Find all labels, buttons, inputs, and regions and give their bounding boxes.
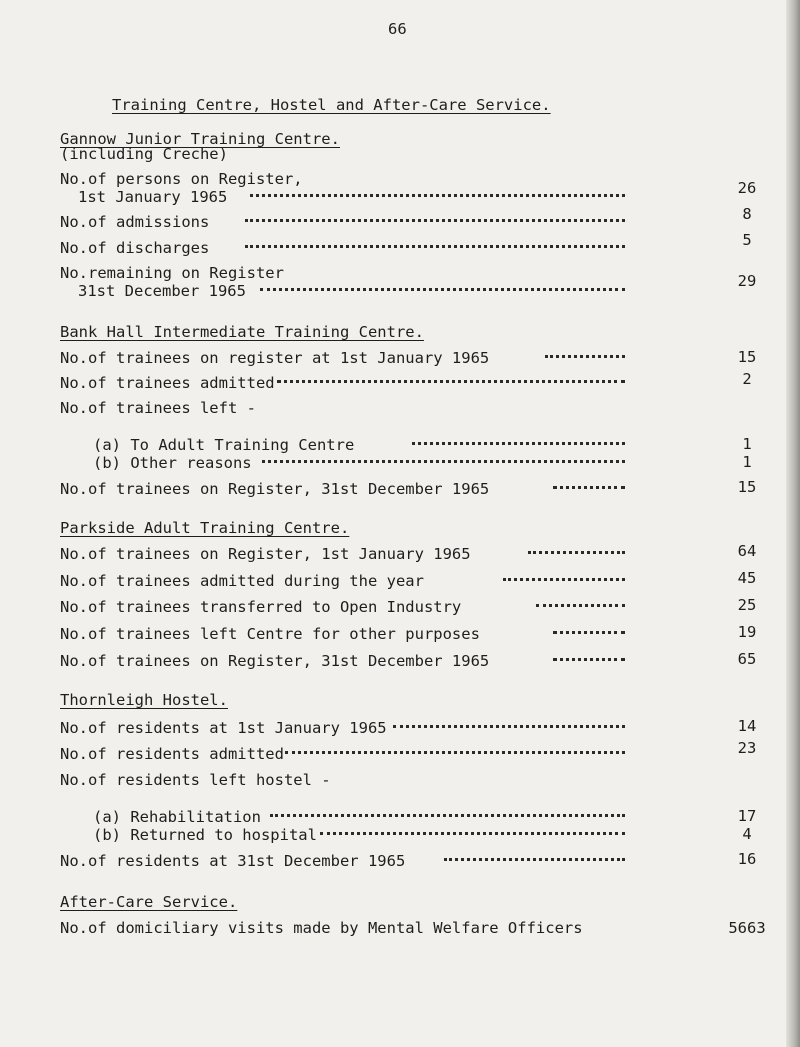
leader-dots — [270, 814, 625, 817]
leader-dots — [393, 725, 625, 728]
gannow-admissions-value: 8 — [742, 205, 752, 223]
thornleigh-end-label: No.of residents at 31st December 1965 — [60, 852, 406, 870]
leader-dots — [285, 751, 625, 754]
page-edge-shadow — [786, 0, 800, 1047]
parkside-open-industry-label: No.of trainees transferred to Open Industry — [60, 598, 462, 616]
parkside-register-start-value: 64 — [737, 542, 757, 560]
leader-dots — [545, 355, 625, 358]
thornleigh-start-value: 14 — [737, 717, 757, 735]
gannow-heading: Gannow Junior Training Centre. — [60, 130, 340, 148]
parkside-admitted-value: 45 — [737, 569, 757, 587]
thornleigh-hospital-label: (b) Returned to hospital — [93, 826, 317, 844]
parkside-other-purposes-value: 19 — [737, 623, 757, 641]
after-care-visits-value: 5663 — [728, 919, 766, 937]
leader-dots — [260, 288, 625, 291]
bank-hall-admitted-value: 2 — [742, 370, 752, 388]
bank-hall-register-end-label: No.of trainees on Register, 31st December 1965 — [60, 480, 490, 498]
leader-dots — [503, 578, 625, 581]
leader-dots — [536, 604, 625, 607]
parkside-open-industry-value: 25 — [737, 596, 757, 614]
gannow-admissions-label: No.of admissions — [60, 213, 210, 231]
thornleigh-heading: Thornleigh Hostel. — [60, 691, 228, 709]
thornleigh-admitted-label: No.of residents admitted — [60, 745, 284, 763]
after-care-visits-label: No.of domiciliary visits made by Mental Welfare Officers — [60, 919, 583, 937]
parkside-heading: Parkside Adult Training Centre. — [60, 519, 350, 537]
parkside-other-purposes-label: No.of trainees left Centre for other purposes — [60, 625, 480, 643]
gannow-discharges-label: No.of discharges — [60, 239, 210, 257]
leader-dots — [277, 380, 625, 383]
parkside-register-start-label: No.of trainees on Register, 1st January 1965 — [60, 545, 471, 563]
gannow-remaining-value: 29 — [737, 272, 757, 290]
leader-dots — [553, 631, 625, 634]
leader-dots — [412, 442, 625, 445]
bank-hall-register-start-value: 15 — [737, 348, 757, 366]
gannow-remaining-label-1: No.remaining on Register — [60, 264, 284, 282]
thornleigh-admitted-value: 23 — [737, 739, 757, 757]
bank-hall-adult-centre-value: 1 — [742, 435, 752, 453]
leader-dots — [245, 245, 625, 248]
bank-hall-other-reasons-label: (b) Other reasons — [93, 454, 252, 472]
thornleigh-end-value: 16 — [737, 850, 757, 868]
bank-hall-admitted-label: No.of trainees admitted — [60, 374, 275, 392]
page-number: 66 — [388, 20, 407, 38]
leader-dots — [262, 460, 625, 463]
leader-dots — [320, 832, 625, 835]
parkside-register-end-value: 65 — [737, 650, 757, 668]
page-title: Training Centre, Hostel and After-Care Service. — [112, 96, 551, 114]
bank-hall-heading: Bank Hall Intermediate Training Centre. — [60, 323, 424, 341]
gannow-discharges-value: 5 — [742, 231, 752, 249]
leader-dots — [553, 658, 625, 661]
leader-dots — [245, 219, 625, 222]
bank-hall-register-end-value: 15 — [737, 478, 757, 496]
bank-hall-other-reasons-value: 1 — [742, 453, 752, 471]
gannow-registered-label-2: 1st January 1965 — [78, 188, 228, 206]
leader-dots — [250, 194, 625, 197]
after-care-heading: After-Care Service. — [60, 893, 238, 911]
bank-hall-left-label: No.of trainees left - — [60, 399, 256, 417]
parkside-admitted-label: No.of trainees admitted during the year — [60, 572, 424, 590]
gannow-registered-label-1: No.of persons on Register, — [60, 170, 303, 188]
gannow-registered-value: 26 — [737, 179, 757, 197]
thornleigh-hospital-value: 4 — [742, 825, 752, 843]
thornleigh-left-label: No.of residents left hostel - — [60, 771, 331, 789]
thornleigh-start-label: No.of residents at 1st January 1965 — [60, 719, 387, 737]
gannow-remaining-label-2: 31st December 1965 — [78, 282, 246, 300]
parkside-register-end-label: No.of trainees on Register, 31st December 1965 — [60, 652, 490, 670]
leader-dots — [553, 486, 625, 489]
leader-dots — [444, 858, 625, 861]
thornleigh-rehabilitation-label: (a) Rehabilitation — [93, 808, 261, 826]
gannow-subheading: (including Creche) — [60, 145, 228, 163]
bank-hall-register-start-label: No.of trainees on register at 1st January 1965 — [60, 349, 490, 367]
bank-hall-adult-centre-label: (a) To Adult Training Centre — [93, 436, 355, 454]
thornleigh-rehabilitation-value: 17 — [737, 807, 757, 825]
leader-dots — [528, 551, 625, 554]
